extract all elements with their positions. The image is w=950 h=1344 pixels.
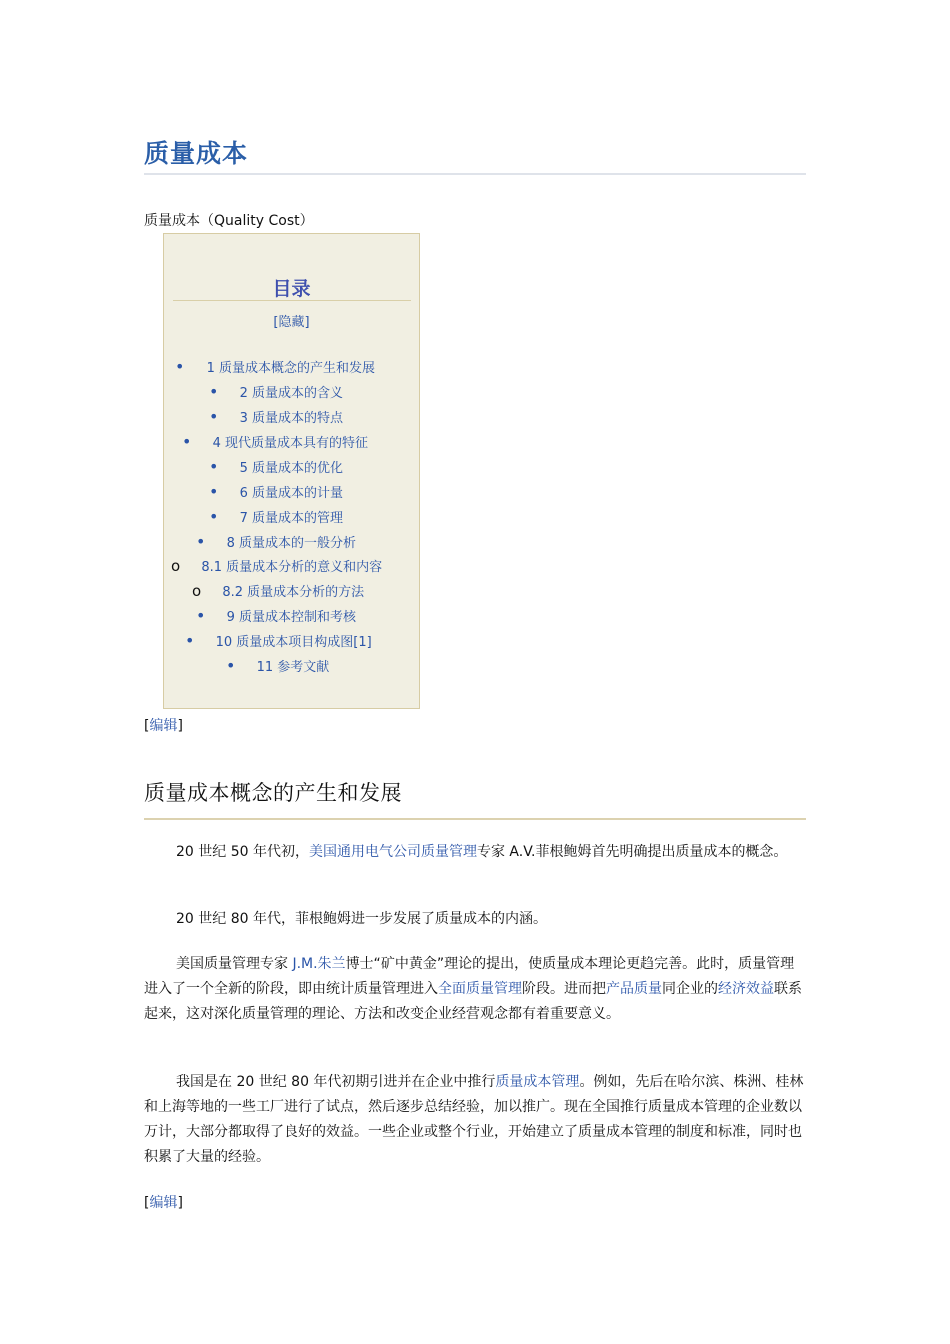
toc-item-label: 4 现代质量成本具有的特征 <box>212 436 368 451</box>
section-heading: 质量成本概念的产生和发展 <box>144 781 402 805</box>
toc-item-label: 1 质量成本概念的产生和发展 <box>206 361 375 376</box>
circle-bullet-icon: o <box>192 582 202 600</box>
link-tqm[interactable]: 全面质量管理 <box>438 981 522 997</box>
edit-section-link-2: [编辑] <box>144 1195 183 1211</box>
toc-item-8-1[interactable] <box>171 556 382 575</box>
toc-hide-toggle[interactable]: [隐藏] <box>273 315 310 330</box>
paragraph-1: 20 世纪 50 年代初，美国通用电气公司质量管理专家 A.V.菲根鲍姆首先明确提出质量成本的概念。 <box>176 844 788 860</box>
intro-text: 质量成本（Quality Cost） <box>144 213 314 229</box>
bullet-icon: • <box>182 432 192 451</box>
link-product-quality[interactable]: 产品质量 <box>606 981 662 997</box>
toc-item-label: 7 质量成本的管理 <box>239 511 343 526</box>
edit-link[interactable]: 编辑 <box>149 1195 178 1211</box>
link-quality-management[interactable]: 质量管理 <box>420 844 477 860</box>
toc-item-2[interactable] <box>209 382 343 401</box>
link-economic-benefit[interactable]: 经济效益 <box>718 981 774 997</box>
toc-item-label: 9 质量成本控制和考核 <box>226 610 356 625</box>
toc-item-label: 2 质量成本的含义 <box>239 386 343 401</box>
toc-item-label: 8 质量成本的一般分析 <box>226 536 356 551</box>
toc-item-11[interactable] <box>226 656 329 675</box>
paragraph-2: 20 世纪 80 年代，菲根鲍姆进一步发展了质量成本的内涵。 <box>176 911 547 927</box>
section-divider <box>144 818 806 820</box>
toc-item-8[interactable] <box>196 532 356 551</box>
bullet-icon: • <box>196 606 206 625</box>
link-ge-company[interactable]: 美国通用电气公司 <box>308 844 421 860</box>
title-divider <box>144 173 806 175</box>
toc-item-label: 8.2 质量成本分析的方法 <box>222 585 365 600</box>
toc-item-1[interactable] <box>175 357 375 376</box>
page-title: 质量成本 <box>144 139 249 168</box>
toc-divider <box>173 300 411 301</box>
toc-heading: 目录 <box>272 278 311 300</box>
link-quality-cost-management[interactable]: 质量成本管理 <box>495 1074 580 1090</box>
link-juran[interactable]: J.M.朱兰 <box>292 956 346 972</box>
toc-item-9[interactable] <box>196 606 356 625</box>
bullet-icon: • <box>209 407 219 426</box>
edit-link[interactable]: 编辑 <box>149 718 178 734</box>
bullet-icon: • <box>196 532 206 551</box>
toc-item-label: 10 质量成本项目构成图[1] <box>215 635 372 650</box>
toc-item-8-2[interactable] <box>192 581 364 600</box>
bullet-icon: • <box>185 631 195 650</box>
bullet-icon: • <box>226 656 236 675</box>
paragraph-3: 美国质量管理专家 J.M.朱兰博士“矿中黄金”理论的提出，使质量成本理论更趋完善。此时，质量管理进入了一个全新的阶段，即由统计质量管理进入全面质量管理阶段。进而把产品质量同企业的经济效益联系起来，这对深化质量管理的理论、方法和改变企业经营观念都有着重要意义。 <box>144 956 802 1022</box>
bullet-icon: • <box>209 382 219 401</box>
circle-bullet-icon: o <box>171 557 181 575</box>
toc-item-7[interactable] <box>209 507 343 526</box>
toc-item-5[interactable] <box>209 457 343 476</box>
bullet-icon: • <box>209 482 219 501</box>
toc-item-label: 3 质量成本的特点 <box>239 411 343 426</box>
bullet-icon: • <box>209 507 219 526</box>
toc-item-label: 8.1 质量成本分析的意义和内容 <box>201 560 383 575</box>
toc-item-10[interactable] <box>185 631 372 650</box>
bullet-icon: • <box>175 357 185 376</box>
paragraph-4: 我国是在 20 世纪 80 年代初期引进并在企业中推行质量成本管理。例如，先后在哈尔滨、株洲、桂林和上海等地的一些工厂进行了试点，然后逐步总结经验，加以推广。现在全国推行质量成本管理的企业数以万计，大部分都取得了良好的效益。一些企业或整个行业，开始建立了质量成本管理的制度和标准，同时也积累了大量的经验。 <box>144 1074 804 1165</box>
toc-item-label: 5 质量成本的优化 <box>239 461 343 476</box>
toc-item-6[interactable] <box>209 482 343 501</box>
bullet-icon: • <box>209 457 219 476</box>
toc-item-label: 6 质量成本的计量 <box>239 486 343 501</box>
toc-item-4[interactable] <box>182 432 368 451</box>
edit-section-link: [编辑] <box>144 718 183 734</box>
toc-item-label: 11 参考文献 <box>256 660 330 675</box>
toc-item-3[interactable] <box>209 407 343 426</box>
